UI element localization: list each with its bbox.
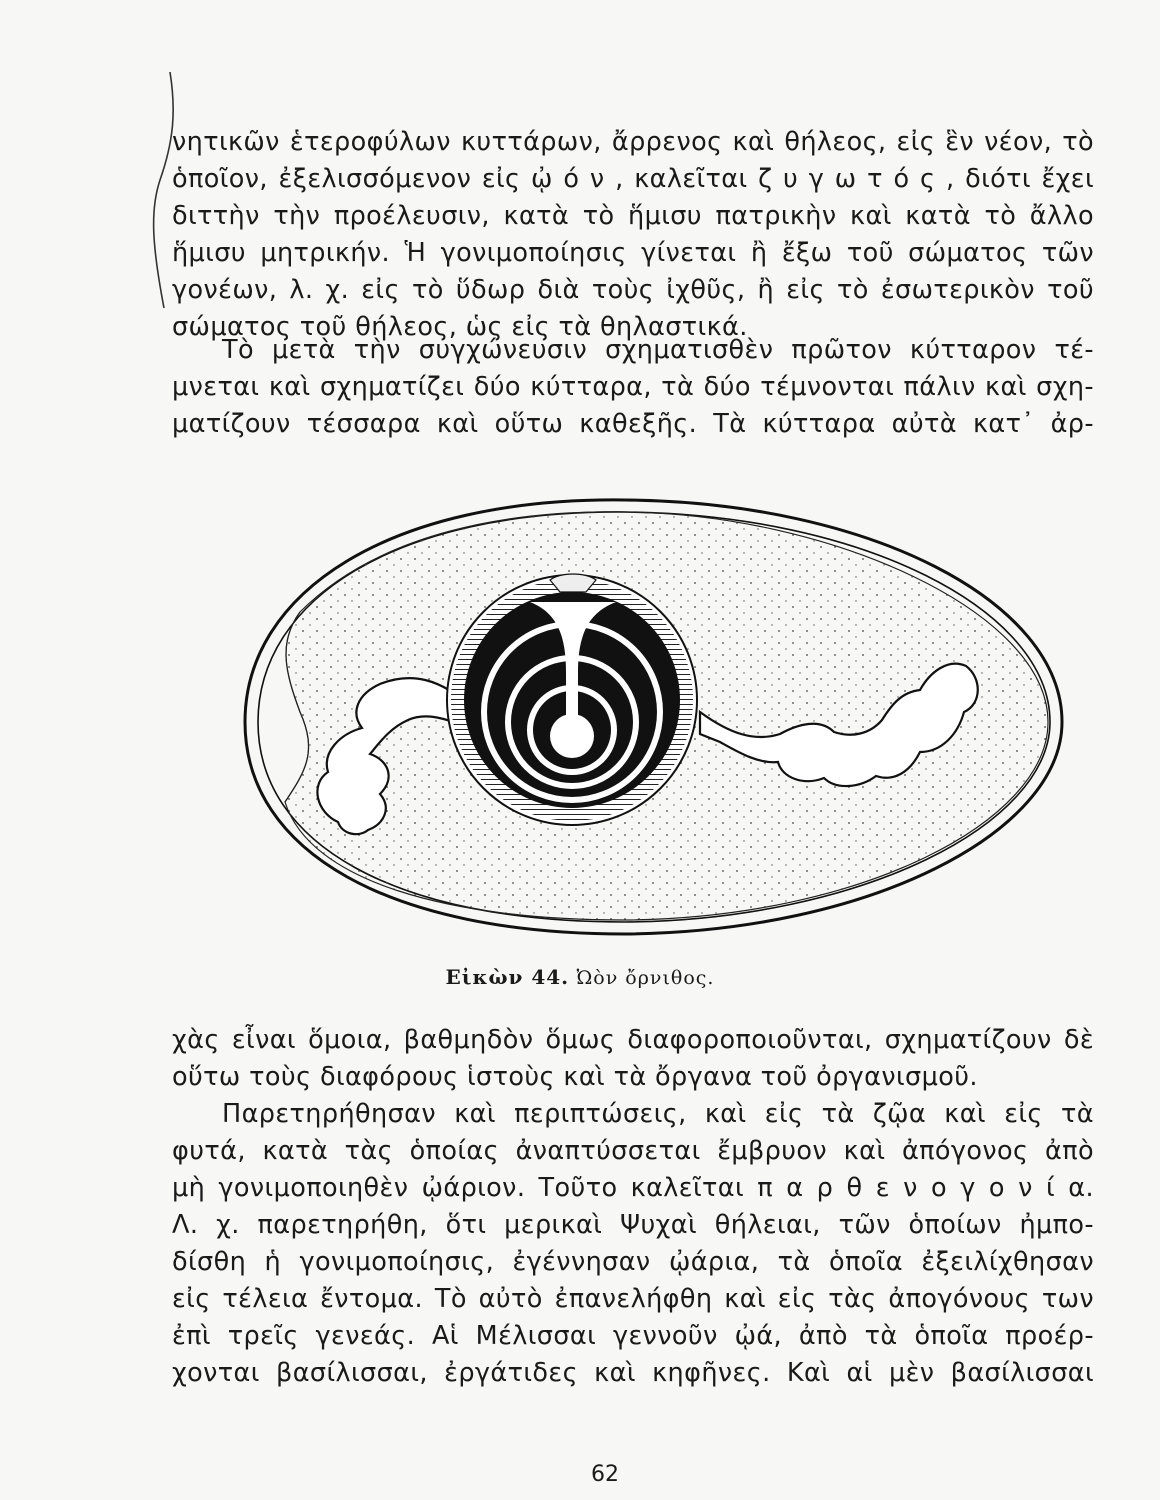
text-line: διττὴν τὴν προέλευσιν, κατὰ τὸ ἥμισυ πατρικὴν καὶ κατὰ τὸ ἄλλο	[172, 201, 1094, 231]
text-line: μνεται καὶ σχηματίζει δύο κύτταρα, τὰ δύο τέμνονται πάλιν καὶ σχη-	[172, 372, 1094, 402]
text-line: Τὸ μετὰ τὴν συγχώνευσιν σχηματισθὲν πρῶτον κύτταρον τέ-	[222, 335, 1094, 365]
text-line: Παρετηρήθησαν καὶ περιπτώσεις, καὶ εἰς τὰ ζῷα καὶ εἰς τὰ	[222, 1099, 1094, 1129]
text-line: χὰς εἶναι ὅμοια, βαθμηδὸν ὅμως διαφοροποιοῦνται, σχηματίζουν δὲ	[172, 1025, 1094, 1055]
text-line: γονέων, λ. χ. εἰς τὸ ὕδωρ διὰ τοὺς ἰχθῦς, ἢ εἰς τὸ ἐσωτερικὸν τοῦ	[172, 275, 1094, 305]
text-line: οὕτω τοὺς διαφόρους ἱστοὺς καὶ τὰ ὄργανα τοῦ ὀργανισμοῦ.	[172, 1062, 978, 1092]
text-line: μὴ γονιμοποιηθὲν ᾠάριον. Τοῦτο καλεῖται π α ρ θ ε ν ο γ ο ν ί α.	[172, 1173, 1094, 1203]
paragraph-4	[172, 1096, 1094, 1392]
text-line: ματίζουν τέσσαρα καὶ οὕτω καθεξῆς. Τὰ κύτταρα αὐτὰ κατ᾿ ἀρ-	[172, 409, 1094, 439]
text-line: εἰς τέλεια ἔντομα. Τὸ αὐτὸ ἐπανελήφθη καὶ εἰς τὰς ἀπογόνους των	[172, 1284, 1094, 1314]
yolk	[447, 574, 697, 825]
text-line: ἐπὶ τρεῖς γενεάς. Αἱ Μέλισσαι γεννοῦν ᾠά, ἀπὸ τὰ ὁποῖα προέρ-	[172, 1321, 1094, 1351]
text-line: φυτά, κατὰ τὰς ὁποίας ἀναπτύσσεται ἔμβρυον καὶ ἀπόγονος ἀπὸ	[172, 1136, 1094, 1166]
paragraph-2	[172, 332, 1094, 443]
text-line: σώματος τοῦ θήλεος, ὡς εἰς τὰ θηλαστικά.	[172, 312, 748, 342]
paragraph-3	[172, 1022, 1094, 1096]
paragraph-1	[172, 124, 1094, 346]
figure-title: Ὠὸν ὄρνιθος.	[576, 967, 715, 989]
text-line: ἥμισυ μητρικήν. Ἡ γονιμοποίησις γίνεται ἢ ἔξω τοῦ σώματος τῶν	[172, 238, 1094, 268]
figure-caption	[0, 965, 1160, 989]
text-line: χονται βασίλισσαι, ἐργάτιδες καὶ κηφῆνες. Καὶ αἱ μὲν βασίλισσαι	[172, 1358, 1094, 1388]
text-line: δίσθη ἡ γονιμοποίησις, ἐγέννησαν ᾠάρια, τὰ ὁποῖα ἐξειλίχθησαν	[172, 1247, 1094, 1277]
figure-label: Εἰκὼν 44.	[445, 965, 570, 989]
text-line: νητικῶν ἑτεροφύλων κυττάρων, ἄρρενος καὶ θήλεος, εἰς ἓν νέον, τὸ	[172, 127, 1094, 157]
text-line: Λ. χ. παρετηρήθη, ὅτι μερικαὶ Ψυχαὶ θήλειαι, τῶν ὁποίων ἠμπο-	[172, 1210, 1094, 1240]
page-number: 62	[591, 1462, 619, 1487]
text-line: ὁποῖον, ἐξελισσόμενον εἰς ᾠ ό ν , καλεῖται ζ υ γ ω τ ό ς , διότι ἔχει	[172, 164, 1094, 194]
egg-illustration	[230, 472, 1070, 952]
